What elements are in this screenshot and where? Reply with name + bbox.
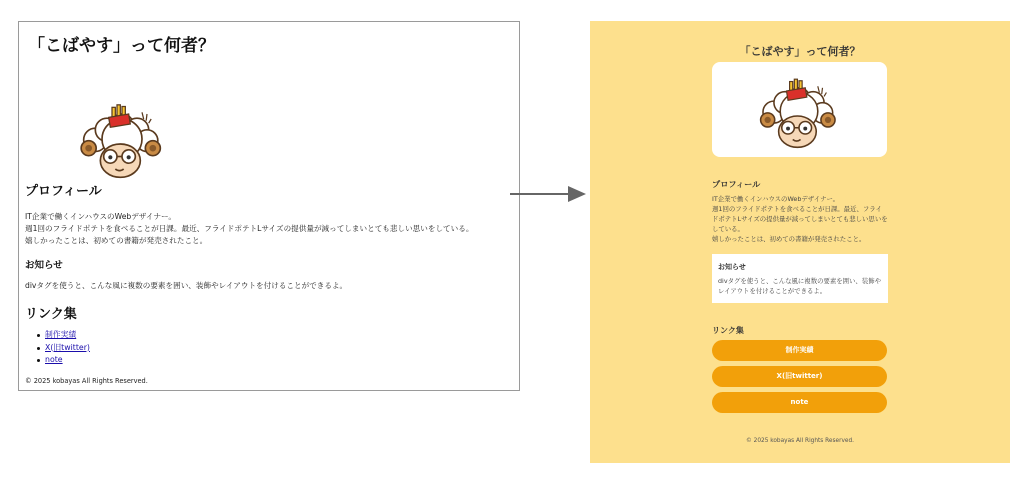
profile-text: IT企業で働くインハウスのWebデザイナー。 週1回のフライドポテトを食べることが日課。最近、フライドポテトLサイズの提供量が減ってしまいとても悲しい思いをしている。 嬉しかったことは、初めての書籍が発売されたこと。 bbox=[25, 212, 474, 245]
unstyled-page-preview bbox=[18, 21, 520, 391]
profile-line: IT企業で働くインハウスのWebデザイナー。 bbox=[712, 195, 840, 203]
profile-text bbox=[712, 194, 888, 244]
links-list bbox=[35, 329, 90, 367]
page-title: 「こばやす」って何者？ bbox=[28, 36, 215, 56]
link-x-twitter[interactable]: X(旧twitter) bbox=[45, 342, 90, 352]
page-title: 「こばやす」って何者？ bbox=[739, 45, 861, 58]
footer: © 2025 kobayas All Rights Reserved. bbox=[746, 438, 854, 444]
news-box bbox=[712, 254, 888, 303]
list-item bbox=[35, 329, 90, 342]
links-heading: リンク集 bbox=[25, 307, 77, 322]
news-heading: お知らせ bbox=[718, 263, 746, 271]
news-text: divタグを使うと、こんな風に複数の要素を囲い、装飾やレイアウトを付けることができるよ。 bbox=[25, 281, 348, 290]
profile-line: 嬉しかったことは、初めての書籍が発売されたこと。 bbox=[712, 235, 866, 243]
footer: © 2025 kobayas All Rights Reserved. bbox=[25, 377, 148, 385]
avatar bbox=[752, 76, 846, 156]
note-button[interactable]: note bbox=[712, 392, 887, 413]
avatar bbox=[72, 100, 172, 188]
links-heading: リンク集 bbox=[712, 326, 744, 335]
link-note[interactable]: note bbox=[45, 355, 63, 364]
profile-heading: プロフィール bbox=[712, 179, 761, 189]
avatar-card bbox=[712, 62, 887, 157]
profile-line: 週1回のフライドポテトを食べることが日課。最近、フライドポテトLサイズの提供量が減ってしまいとても悲しい思いをしている。 bbox=[712, 205, 888, 233]
list-item bbox=[35, 354, 90, 367]
x-twitter-button[interactable]: X(旧twitter) bbox=[712, 366, 887, 387]
portfolio-button[interactable]: 制作実績 bbox=[712, 340, 887, 361]
news-heading: お知らせ bbox=[25, 260, 63, 271]
right-arrow-icon bbox=[510, 184, 586, 204]
link-portfolio[interactable]: 制作実績 bbox=[45, 330, 77, 339]
styled-page-preview bbox=[590, 21, 1010, 463]
news-text: divタグを使うと、こんな風に複数の要素を囲い、装飾やレイアウトを付けることができるよ。 bbox=[718, 277, 881, 295]
list-item bbox=[35, 342, 90, 355]
profile-heading: プロフィール bbox=[25, 184, 102, 199]
